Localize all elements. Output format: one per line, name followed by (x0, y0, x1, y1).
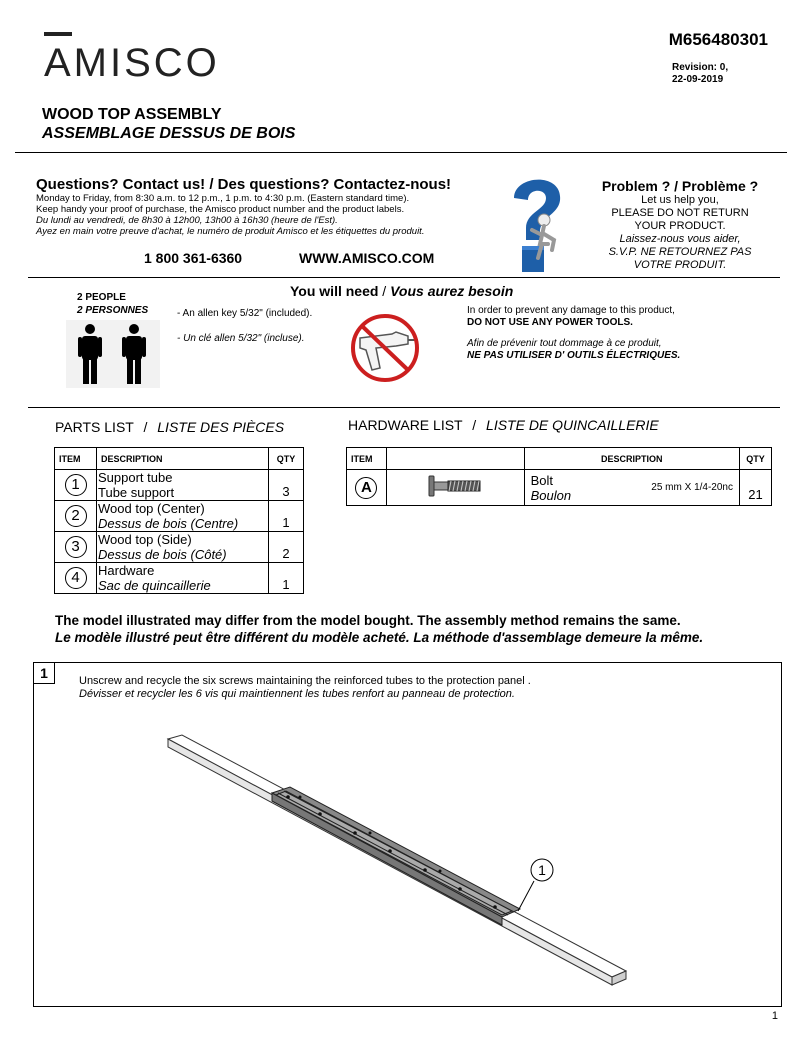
part-name-fr: Sac de quincaillerie (98, 578, 211, 593)
proof-fr: Ayez en main votre preuve d'achat, le numéro de produit Amisco et les étiquettes du produit. (36, 226, 425, 237)
callout-number: 1 (538, 862, 546, 878)
need-title (290, 283, 513, 299)
step-number: 1 (33, 662, 55, 684)
contact-divider (28, 277, 780, 278)
phone-number: 1 800 361-6360 (144, 250, 243, 266)
hardware-title-en: HARDWARE LIST (348, 417, 463, 433)
part-qty: 1 (269, 563, 304, 594)
parts-header-row (55, 448, 304, 470)
part-name-fr: Dessus de bois (Centre) (98, 516, 239, 531)
proof-en: Keep handy your proof of purchase, the Amisco product number and the product labels. (36, 204, 405, 215)
hours-fr: Du lundi au vendredi, de 8h30 à 12h00, 13h00 à 16h30 (heure de l'Est). (36, 215, 338, 226)
table-row (55, 532, 304, 563)
table-row (55, 470, 304, 501)
hardware-list-title (348, 417, 659, 433)
amisco-logo (44, 30, 244, 82)
revision-date: 22-09-2019 (672, 74, 724, 85)
disclaimer-fr: Le modèle illustré peut être différent du modèle acheté. La méthode d'assemblage demeure la même. (55, 630, 704, 645)
revision-label: Revision: 0, (672, 62, 729, 73)
hardware-name-fr: Boulon (530, 487, 572, 503)
part-name-fr: Tube support (98, 485, 175, 500)
table-row (55, 563, 304, 594)
people-count-en: 2 PEOPLE (77, 292, 126, 303)
hardware-col-item: ITEM (347, 448, 387, 470)
problem-line-4: Laissez-nous vous aider, (619, 233, 741, 245)
step-instruction-fr: Dévisser et recycler les 6 vis qui maintiennent les tubes renfort au panneau de protection. (79, 688, 515, 700)
hardware-qty: 21 (740, 470, 772, 506)
disclaimer-en: The model illustrated may differ from the model bought. The assembly method remains the same. (55, 613, 681, 628)
hardware-image-col (386, 448, 524, 470)
parts-col-desc: DESCRIPTION (97, 448, 269, 470)
parts-col-item: ITEM (55, 448, 97, 470)
need-title-fr: Vous aurez besoin (390, 283, 514, 299)
warning-line-3: Afin de prévenir tout dommage à ce produit, (467, 338, 662, 349)
item-number: 1 (65, 474, 87, 496)
revision-info (672, 62, 728, 86)
item-number: 4 (65, 567, 87, 589)
parts-title-fr: LISTE DES PIÈCES (157, 419, 285, 435)
problem-line-1: Let us help you, (641, 194, 719, 206)
brand-name: AMISCO (44, 41, 220, 82)
hardware-table (346, 447, 772, 506)
part-qty: 1 (269, 501, 304, 532)
warning-line-4: NE PAS UTILISER D' OUTILS ÉLECTRIQUES. (467, 350, 681, 361)
problem-line-6: VOTRE PRODUIT. (633, 259, 727, 271)
two-people-icon (66, 320, 160, 388)
part-name-en: Wood top (Center) (98, 501, 205, 516)
part-name-en: Hardware (98, 563, 155, 578)
warning-line-1: In order to prevent any damage to this product, (467, 305, 675, 316)
table-row (55, 501, 304, 532)
problem-line-2: PLEASE DO NOT RETURN (611, 207, 749, 219)
contact-title: Questions? Contact us! / Des questions? Contactez-nous! (36, 176, 452, 193)
need-title-en: You will need (290, 283, 379, 299)
part-qty: 2 (269, 532, 304, 563)
contact-hours (36, 193, 476, 237)
part-name-fr: Dessus de bois (Côté) (98, 547, 227, 562)
hardware-col-qty: QTY (740, 448, 772, 470)
problem-line-5: S.V.P. NE RETOURNEZ PAS (608, 246, 752, 258)
table-row (347, 470, 772, 506)
need-title-sep: / (378, 283, 391, 299)
parts-title-sep: / (143, 419, 148, 435)
hardware-letter: A (355, 477, 377, 499)
allen-key-fr: - Un clé allen 5/32" (incluse). (177, 333, 305, 344)
hardware-spec: 25 mm X 1/4-20nc (651, 482, 733, 493)
problem-title: Problem ? / Problème ? (601, 178, 759, 194)
parts-table (54, 447, 304, 594)
item-number: 3 (65, 536, 87, 558)
hours-en: Monday to Friday, from 8:30 a.m. to 12 p.m., 1 p.m. to 4:30 p.m. (Eastern standard time). (36, 193, 410, 204)
part-name-en: Support tube (98, 470, 173, 485)
hardware-title-sep: / (472, 417, 477, 433)
people-count-fr: 2 PERSONNES (77, 305, 149, 316)
part-qty: 3 (269, 470, 304, 501)
no-power-tools-icon (346, 312, 424, 384)
problem-message (588, 194, 772, 272)
warning-line-2: DO NOT USE ANY POWER TOOLS. (467, 317, 633, 328)
title-english: WOOD TOP ASSEMBLY (42, 106, 222, 123)
item-number: 2 (65, 505, 87, 527)
parts-col-qty: QTY (269, 448, 304, 470)
hardware-col-desc: DESCRIPTION (524, 448, 739, 470)
parts-title-en: PARTS LIST (55, 419, 134, 435)
allen-key-en: - An allen key 5/32" (included). (177, 308, 313, 319)
power-tools-warning (467, 305, 757, 362)
header-divider (15, 152, 787, 153)
hardware-name-en: Bolt (530, 472, 554, 488)
parts-list-title (55, 419, 284, 435)
hardware-title-fr: LISTE DE QUINCAILLERIE (486, 417, 659, 433)
website: WWW.AMISCO.COM (299, 250, 435, 266)
bolt-icon (386, 470, 524, 506)
document-number: M656480301 (668, 30, 768, 49)
step-instruction-en: Unscrew and recycle the six screws maintaining the reinforced tubes to the protection panel . (79, 675, 531, 687)
title-french: ASSEMBLAGE DESSUS DE BOIS (42, 125, 296, 142)
page-number: 1 (771, 1010, 778, 1022)
part-name-en: Wood top (Side) (98, 532, 192, 547)
amisco-logo-mark (44, 30, 244, 82)
hardware-header-row (347, 448, 772, 470)
question-mark-figure-icon (492, 168, 580, 274)
need-divider (28, 407, 780, 408)
problem-line-3: YOUR PRODUCT. (634, 220, 726, 232)
board-illustration (160, 715, 640, 995)
